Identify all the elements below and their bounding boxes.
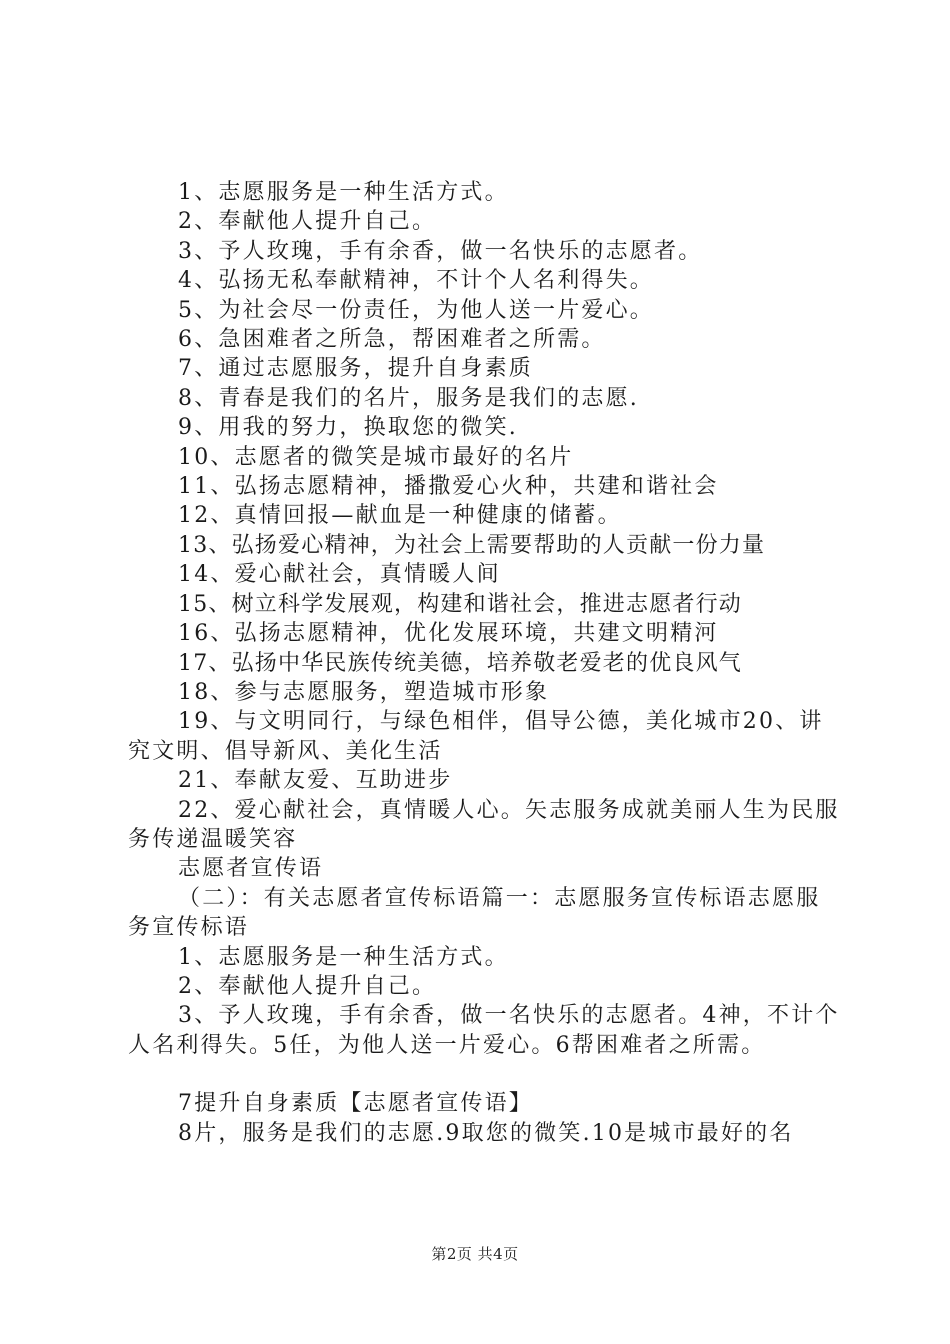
paragraph-section-two: （二）：有关志愿者宣传标语篇一：志愿服务宣传标语志愿服务宣传标语 [128,885,821,941]
paragraph-8: 8、青春是我们的名片，服务是我们的志愿. [178,385,639,411]
paragraph-15: 15、树立科学发展观，构建和谐社会，推进志愿者行动 [178,591,742,617]
paragraph-10: 10、志愿者的微笑是城市最好的名片 [178,444,574,470]
paragraph-16: 16、弘扬志愿精神，优化发展环境，共建文明精河 [178,621,719,647]
paragraph-1: 1、志愿服务是一种生活方式。 [178,180,509,205]
document-body [128,178,840,1148]
paragraph-6: 6、急困难者之所急，帮困难者之所需。 [178,327,606,353]
paragraph-18: 18、参与志愿服务，塑造城市形象 [178,679,550,705]
paragraph-21: 22、爱心献社会，真情暖人心。矢志服务成就美丽人生为民服务传递温暖笑容 [128,797,840,852]
paragraph-19: 19、与文明同行，与绿色相伴，倡导公德，美化城市20、讲究文明、倡导新风、美化生活 [128,709,824,764]
section-heading: 志愿者宣传语 [178,856,324,882]
paragraph-14: 14、爱心献社会，真情暖人间 [178,562,501,588]
paragraph-4: 4、弘扬无私奉献精神，不计个人名利得失。 [178,268,654,294]
paragraph-26: 7提升自身素质【志愿者宣传语】 [178,1091,533,1117]
paragraph-7: 7、通过志愿服务，提升自身素质 [178,356,533,382]
paragraph-13: 13、弘扬爱心精神，为社会上需要帮助的人贡献一份力量 [178,532,766,558]
paragraph-17: 17、弘扬中华民族传统美德，培养敬老爱老的优良风气 [178,650,742,676]
paragraph-27: 8片，服务是我们的志愿.9取您的微笑.10是城市最好的名 [178,1120,794,1146]
paragraph-5: 5、为社会尽一份责任，为他人送一片爱心。 [178,297,654,323]
page-number-footer: 第2页 共4页 [431,1245,519,1263]
paragraph-12: 12、真情回报—献血是一种健康的储蓄。 [178,503,622,529]
paragraph-24: 2、奉献他人提升自己。 [178,973,437,999]
blank-line [128,1060,840,1089]
paragraph-3: 3、予人玫瑰，手有余香，做一名快乐的志愿者。 [178,238,703,264]
paragraph-11: 11、弘扬志愿精神，播撒爱心火种，共建和谐社会 [178,474,719,500]
paragraph-25: 3、予人玫瑰，手有余香，做一名快乐的志愿者。4神，不计个人名利得失。5任，为他人送一片爱心。6帮困难者之所需。 [128,1003,840,1058]
paragraph-23: 1、志愿服务是一种生活方式。 [178,944,509,970]
paragraph-9: 9、用我的努力，换取您的微笑. [178,415,518,441]
paragraph-2: 2、奉献他人提升自己。 [178,209,437,235]
paragraph-20: 21、奉献友爱、互助进步 [178,768,453,794]
